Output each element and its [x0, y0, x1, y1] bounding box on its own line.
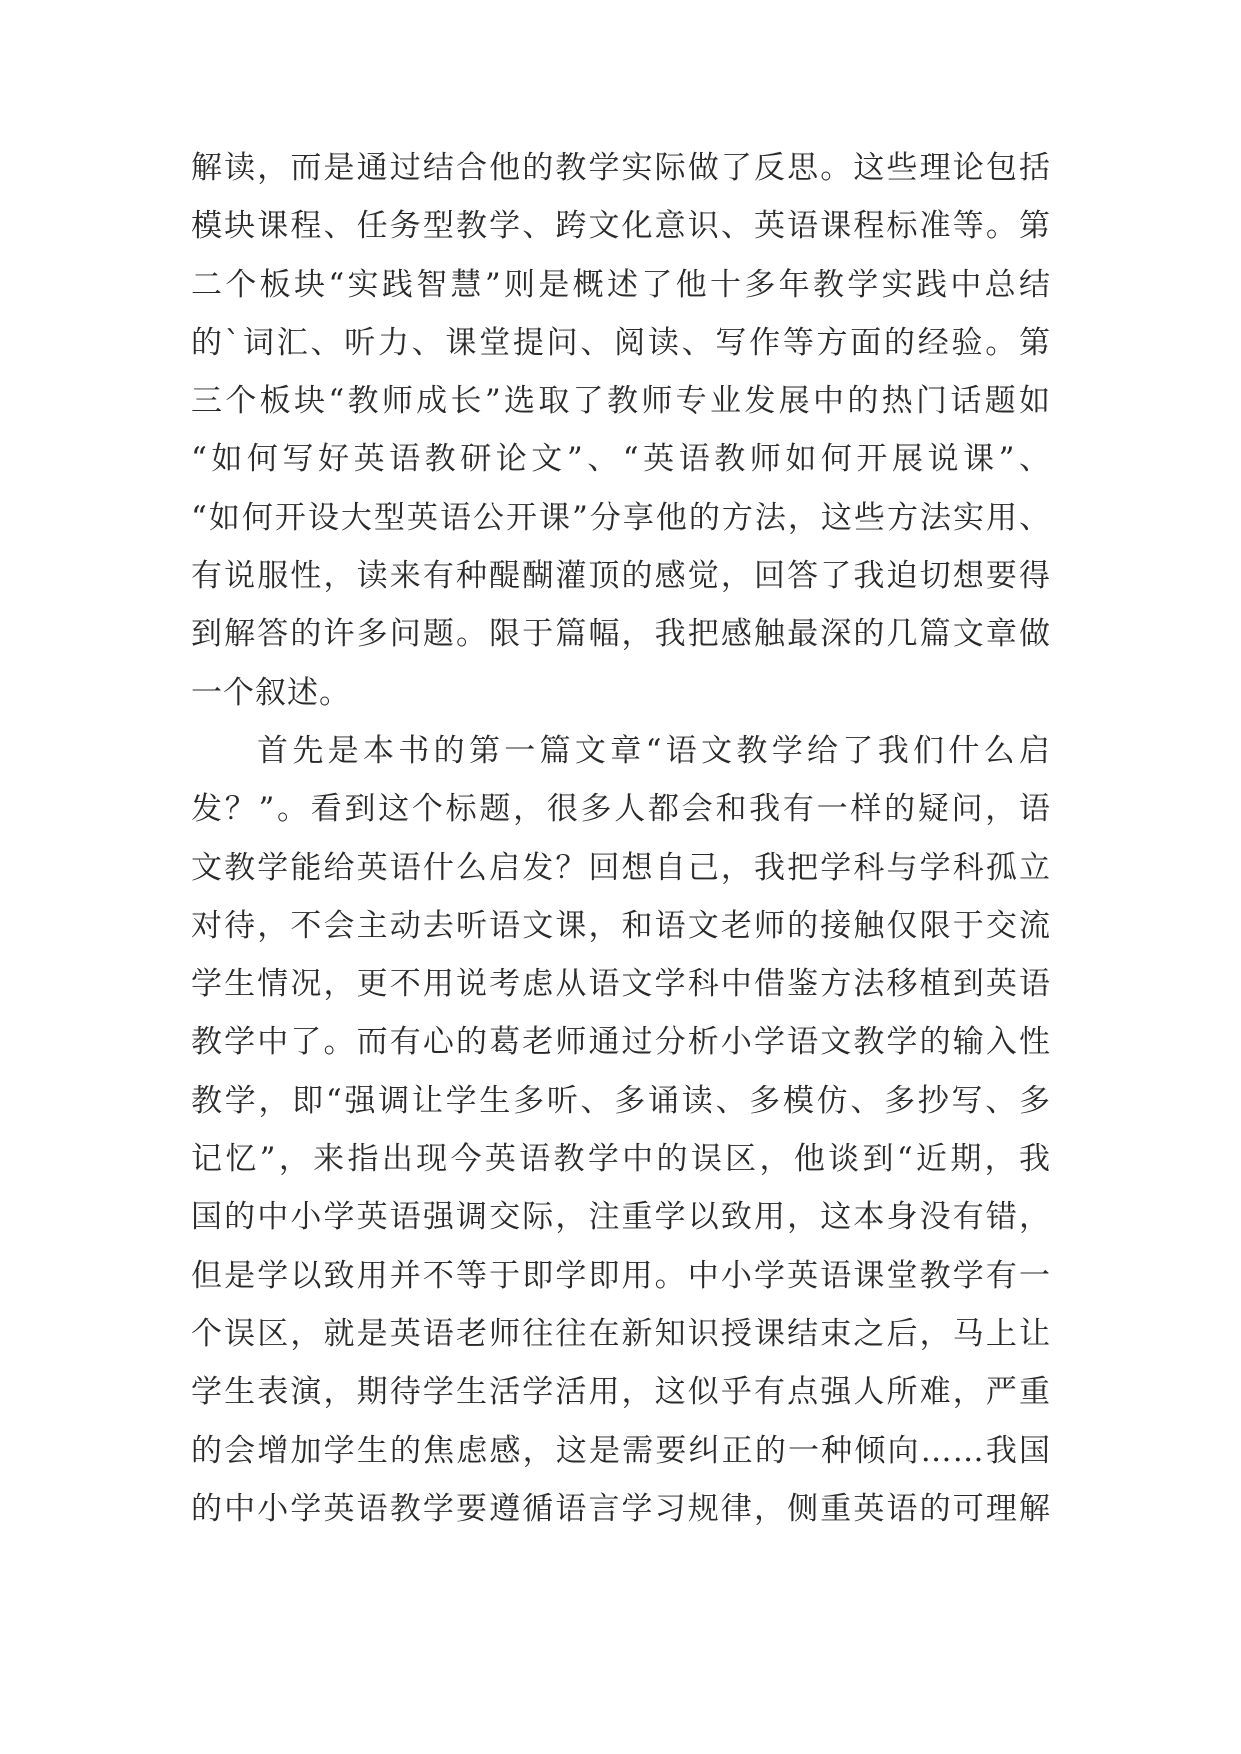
- body-text: [191, 139, 1051, 1538]
- text-line: 一个叙述。: [191, 674, 351, 711]
- text-line: 记忆”，来指出现今英语教学中的误区，他谈到“近期，我: [191, 1141, 1051, 1178]
- text-line: 发？”。看到这个标题，很多人都会和我有一样的疑问，语: [191, 791, 1051, 828]
- text-line: 有说服性，读来有种醍醐灌顶的感觉，回答了我迫切想要得: [191, 558, 1051, 595]
- text-line: 国的中小学英语强调交际，注重学以致用，这本身没有错，: [191, 1199, 1051, 1236]
- text-line: 的中小学英语教学要遵循语言学习规律，侧重英语的可理解: [191, 1490, 1051, 1527]
- text-line: 三个板块“教师成长”选取了教师专业发展中的热门话题如: [191, 383, 1051, 420]
- text-line: 但是学以致用并不等于即学即用。中小学英语课堂教学有一: [191, 1257, 1051, 1294]
- text-line: 二个板块“实践智慧”则是概述了他十多年教学实践中总结: [191, 266, 1051, 303]
- text-line: 教学，即“强调让学生多听、多诵读、多模仿、多抄写、多: [191, 1082, 1051, 1119]
- text-line: 模块课程、任务型教学、跨文化意识、英语课程标准等。第: [191, 208, 1051, 245]
- text-line: 对待，不会主动去听语文课，和语文老师的接触仅限于交流: [191, 907, 1051, 944]
- text-line: 教学中了。而有心的葛老师通过分析小学语文教学的输入性: [191, 1024, 1051, 1061]
- text-line: 的会增加学生的焦虑感，这是需要纠正的一种倾向……我国: [191, 1432, 1051, 1469]
- text-line: 到解答的许多问题。限于篇幅，我把感触最深的几篇文章做: [191, 616, 1051, 653]
- text-line: 学生情况，更不用说考虑从语文学科中借鉴方法移植到英语: [191, 966, 1051, 1003]
- text-line: “如何写好英语教研论文”、“英语教师如何开展说课”、: [191, 441, 1051, 478]
- text-line: “如何开设大型英语公开课”分享他的方法，这些方法实用、: [191, 499, 1051, 536]
- text-line: 解读，而是通过结合他的教学实际做了反思。这些理论包括: [191, 150, 1051, 186]
- text-line: 文教学能给英语什么启发？回想自己，我把学科与学科孤立: [191, 849, 1051, 886]
- text-line: 个误区，就是英语老师往往在新知识授课结束之后，马上让: [191, 1315, 1051, 1352]
- text-line: 的`词汇、听力、课堂提问、阅读、写作等方面的经验。第: [191, 324, 1051, 361]
- paragraph-first-line: 首先是本书的第一篇文章“语文教学给了我们什么启: [257, 732, 1051, 769]
- text-line: 学生表演，期待学生活学活用，这似乎有点强人所难，严重: [191, 1374, 1051, 1411]
